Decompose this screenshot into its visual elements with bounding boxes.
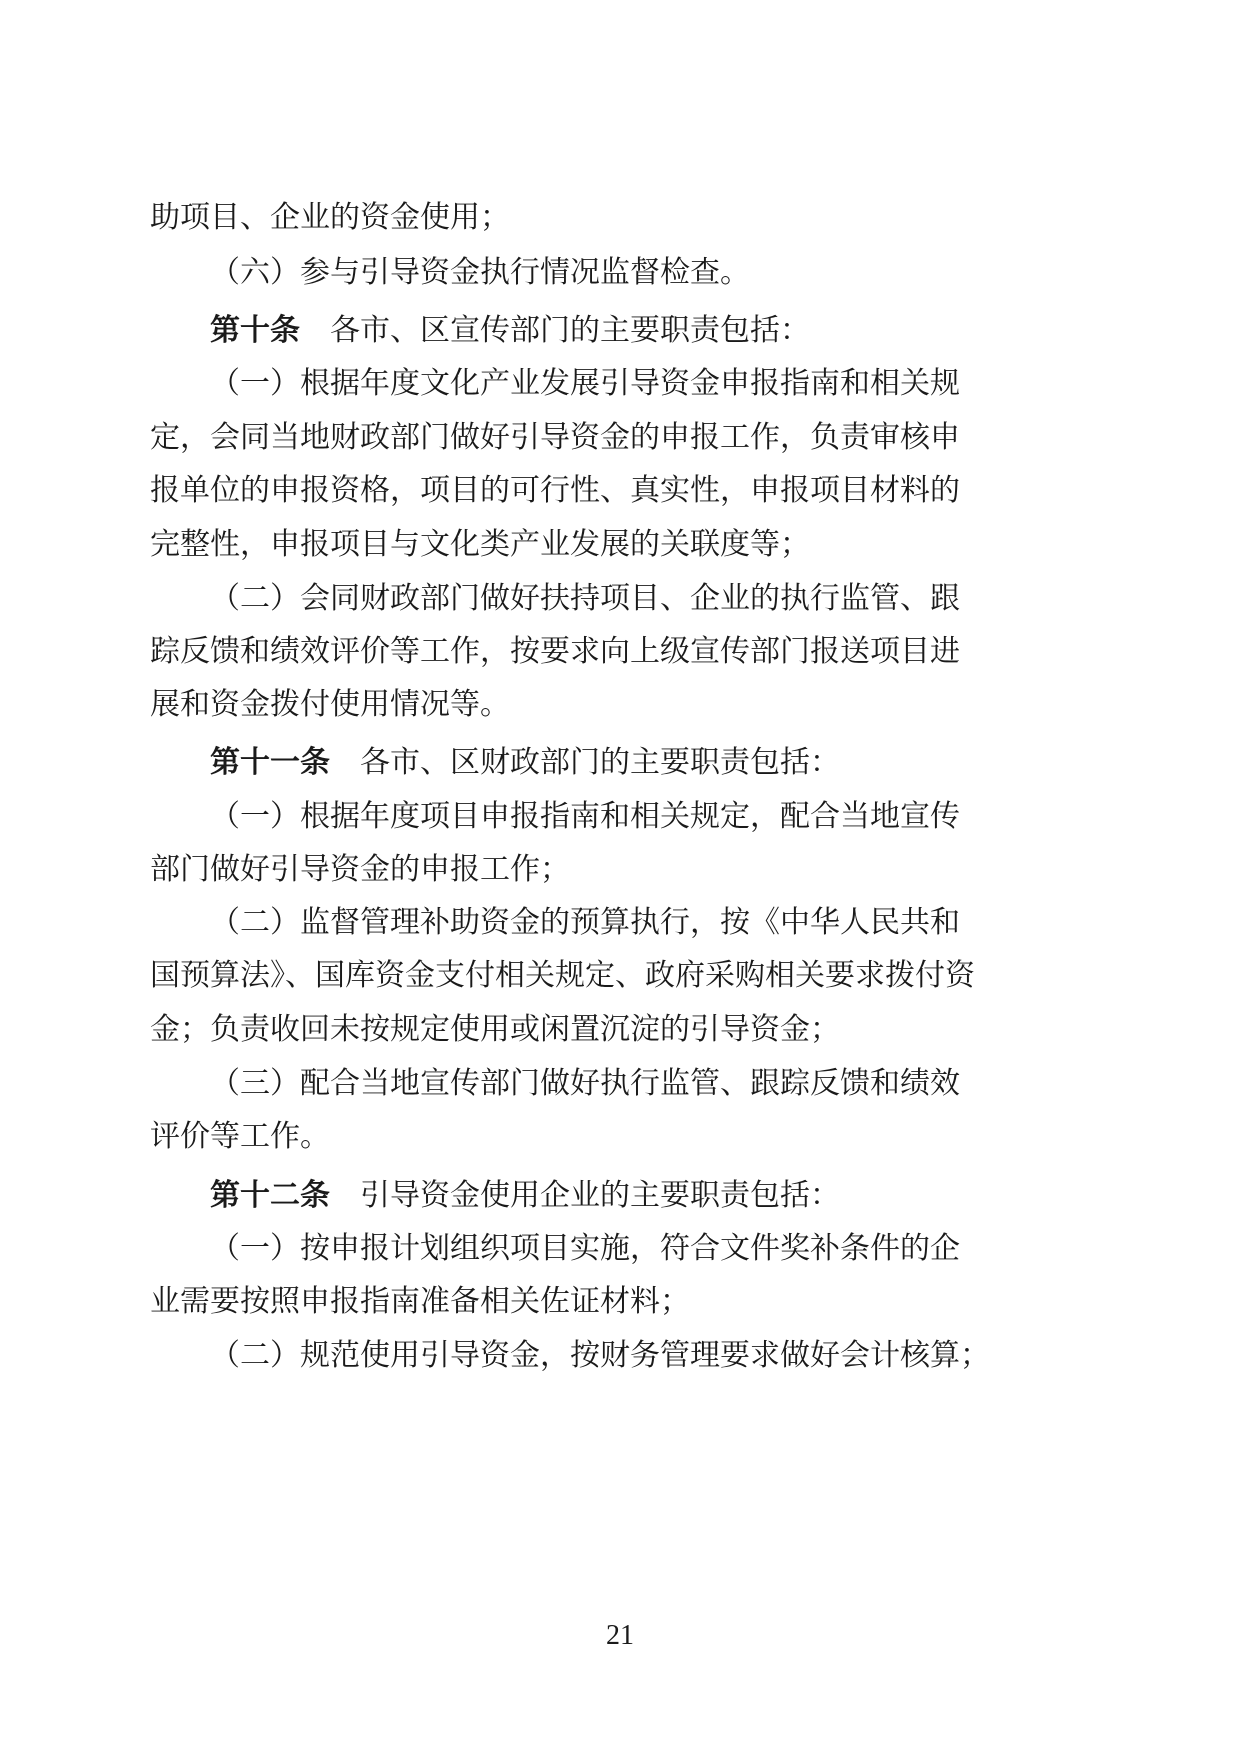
paragraph-line xyxy=(0,1272,1240,1332)
line-text: （三）配合当地宣传部门做好执行监管、跟踪反馈和绩效 xyxy=(210,1066,960,1101)
line-content xyxy=(210,1326,990,1386)
paragraph-line xyxy=(0,893,1240,953)
line-text: 国预算法》、国库资金支付相关规定、政府采购相关要求拨付资 xyxy=(150,958,975,993)
line-text: 展和资金拨付使用情况等。 xyxy=(150,687,510,722)
paragraph-line xyxy=(0,188,1240,248)
line-text: 各市、区财政部门的主要职责包括： xyxy=(360,745,840,780)
line-text: 部门做好引导资金的申报工作； xyxy=(150,852,570,887)
paragraph-line xyxy=(0,675,1240,735)
paragraph-line xyxy=(0,1107,1240,1167)
line-content xyxy=(210,733,840,793)
paragraph-line xyxy=(0,622,1240,682)
line-text: 助项目、企业的资金使用； xyxy=(150,200,510,235)
paragraph-line xyxy=(0,787,1240,847)
line-content xyxy=(150,515,810,575)
line-content xyxy=(210,893,960,953)
paragraph-line xyxy=(0,1000,1240,1060)
line-content xyxy=(150,1107,330,1167)
line-text: 金；负责收回未按规定使用或闲置沉淀的引导资金； xyxy=(150,1012,840,1047)
line-text: （二）会同财政部门做好扶持项目、企业的执行监管、跟 xyxy=(210,581,960,616)
line-text: 各市、区宣传部门的主要职责包括： xyxy=(330,313,810,348)
article-line xyxy=(0,733,1240,793)
line-content xyxy=(210,301,810,361)
line-content xyxy=(150,188,510,248)
line-content xyxy=(150,675,510,735)
paragraph-line xyxy=(0,569,1240,629)
line-text: （二）监督管理补助资金的预算执行，按《中华人民共和 xyxy=(210,905,960,940)
article-heading: 第十条 xyxy=(210,313,300,348)
line-content xyxy=(210,243,750,303)
paragraph-line xyxy=(0,354,1240,414)
article-heading: 第十一条 xyxy=(210,745,330,780)
line-text: 引导资金使用企业的主要职责包括： xyxy=(360,1178,840,1213)
paragraph-line xyxy=(0,946,1240,1006)
paragraph-line xyxy=(0,1219,1240,1279)
article-heading: 第十二条 xyxy=(210,1178,330,1213)
line-text: 业需要按照申报指南准备相关佐证材料； xyxy=(150,1284,690,1319)
page-number: 21 xyxy=(606,1620,634,1651)
paragraph-line xyxy=(0,1326,1240,1386)
paragraph-line xyxy=(0,243,1240,303)
line-content xyxy=(150,840,570,900)
line-content xyxy=(150,622,960,682)
line-text: （一）按申报计划组织项目实施，符合文件奖补条件的企 xyxy=(210,1231,960,1266)
line-content xyxy=(150,1000,840,1060)
line-content xyxy=(150,1272,690,1332)
line-content xyxy=(150,946,975,1006)
line-content xyxy=(210,1219,960,1279)
line-text: （六）参与引导资金执行情况监督检查。 xyxy=(210,255,750,290)
line-text: （一）根据年度文化产业发展引导资金申报指南和相关规 xyxy=(210,366,960,401)
paragraph-line xyxy=(0,840,1240,900)
paragraph-line xyxy=(0,1054,1240,1114)
line-text: 完整性，申报项目与文化类产业发展的关联度等； xyxy=(150,527,810,562)
line-text: （一）根据年度项目申报指南和相关规定，配合当地宣传 xyxy=(210,799,960,834)
line-text: 定，会同当地财政部门做好引导资金的申报工作，负责审核申 xyxy=(150,420,960,455)
line-text: 评价等工作。 xyxy=(150,1119,330,1154)
line-content xyxy=(210,1054,960,1114)
line-content xyxy=(150,408,960,468)
line-text: （二）规范使用引导资金，按财务管理要求做好会计核算； xyxy=(210,1338,990,1373)
paragraph-line xyxy=(0,461,1240,521)
article-line xyxy=(0,301,1240,361)
paragraph-line xyxy=(0,515,1240,575)
line-content xyxy=(210,354,960,414)
line-text: 报单位的申报资格，项目的可行性、真实性，申报项目材料的 xyxy=(150,473,960,508)
line-content xyxy=(210,1166,840,1226)
line-content xyxy=(210,569,960,629)
article-line xyxy=(0,1166,1240,1226)
line-text: 踪反馈和绩效评价等工作，按要求向上级宣传部门报送项目进 xyxy=(150,634,960,669)
line-content xyxy=(150,461,960,521)
paragraph-line xyxy=(0,408,1240,468)
line-content xyxy=(210,787,960,847)
